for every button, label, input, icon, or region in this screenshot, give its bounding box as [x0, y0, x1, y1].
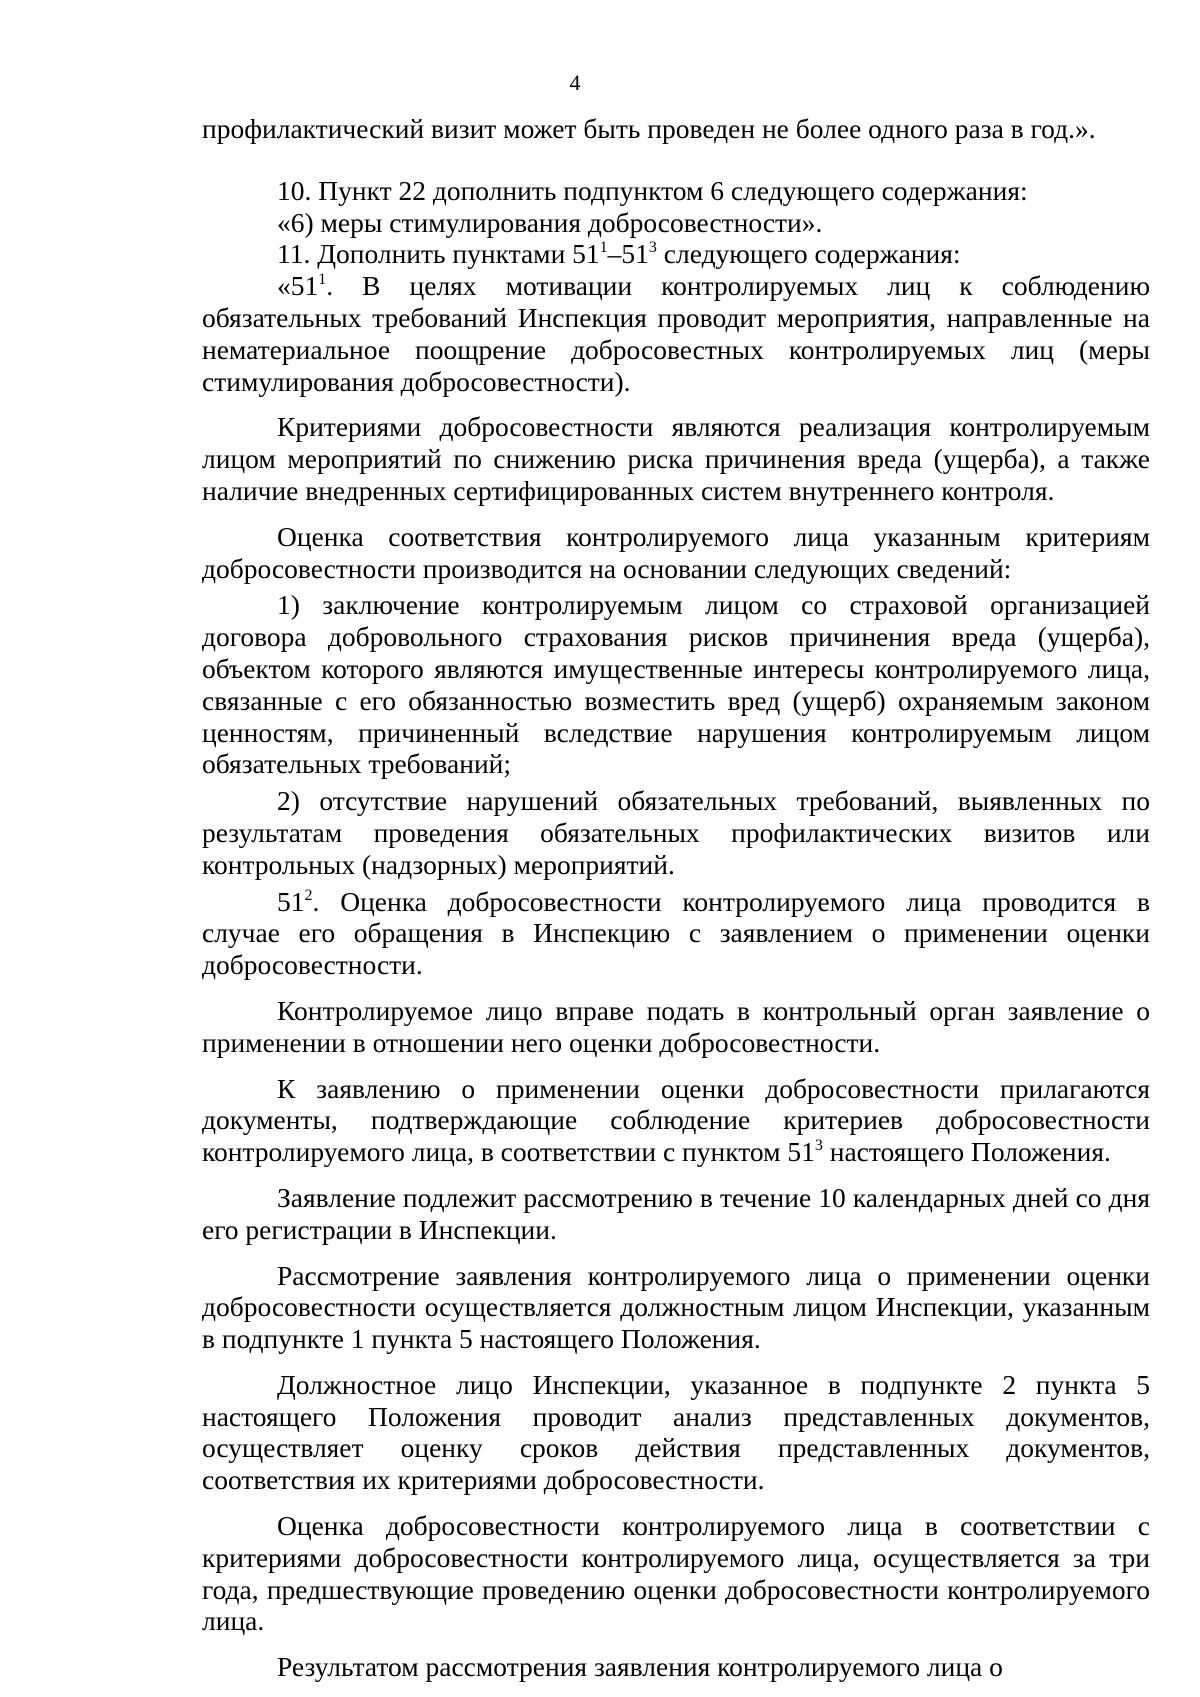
list-item-2: 2) отсутствие нарушений обязательных требований, выявленных по результатам проведения обязательных профилактических визитов или контрольных (надзорных) мероприятий.: [202, 785, 1150, 880]
item-10-paragraph: 10. Пункт 22 дополнить подпунктом 6 следующего содержания:: [277, 174, 1028, 206]
item-11-paragraph: 11. Дополнить пунктами $51^1-51^3$ следующего содержания:: [277, 238, 961, 270]
result-paragraph: Результатом рассмотрения заявления контролируемого лица о: [277, 1651, 1003, 1683]
period-paragraph: Оценка добросовестности контролируемого лица в соответствии с критериями добросовестности контролируемого лица, осуществляется за три года, предшествующие проведению оценки добросовестности контролируемого лица.: [202, 1510, 1150, 1637]
official-paragraph: Должностное лицо Инспекции, указанное в подпункте 2 пункта 5 настоящего Положения проводит анализ представленных документов, осуществляет оценку сроков действия представленных документов, соответствия их критериями добросовестности.: [202, 1368, 1150, 1496]
right-to-apply-paragraph: Контролируемое лицо вправе подать в контрольный орган заявление о применении в отношении него оценки добросовестности.: [202, 994, 1150, 1058]
assessment-paragraph: Оценка соответствия контролируемого лица указанным критериям добросовестности производится на основании следующих сведений:: [202, 520, 1150, 584]
review-paragraph: Рассмотрение заявления контролируемого лица о применении оценки добросовестности осуществляется должностным лицом Инспекции, указанным в подпункте 1 пункта 5 настоящего Положения.: [202, 1259, 1150, 1355]
term-paragraph: Заявление подлежит рассмотрению в течение 10 календарных дней со дня его регистрации в Инспекции.: [202, 1181, 1150, 1245]
criteria-paragraph: Критериями добросовестности являются реализация контролируемым лицом мероприятий по снижению риска причинения вреда (ущерба), а также наличие внедренных сертифицированных систем внутреннего контроля.: [202, 411, 1150, 506]
item-51-2-paragraph: $51^2$. Оценка добросовестности контролируемого лица проводится в случае его обращения в Инспекцию с заявлением о применении оценки добросовестности.: [202, 885, 1150, 981]
list-item-1: 1) заключение контролируемым лицом со страховой организацией договора добровольного страхования рисков причинения вреда (ущерба), объектом которого являются имущественные интересы контролируемого лица, связанные с его обязанностью возместить вред (ущерб) охраняемым законом ценностям, причиненный вследствие нарушения контролируемым лицом обязательных требований;: [202, 589, 1150, 780]
document-body: [202, 113, 1150, 1683]
item-10-quote: «6) меры стимулирования добросовестности».: [277, 206, 823, 238]
intro-paragraph: профилактический визит может быть проведен не более одного раза в год.».: [202, 113, 1096, 144]
item-51-1-paragraph: «$51^1$. В целях мотивации контролируемых лиц к соблюдению обязательных требований Инспекция проводит мероприятия, направленные на нематериальное поощрение добросовестных контролируемых лиц (меры стимулирования добросовестности).: [202, 270, 1150, 397]
documents-paragraph: К заявлению о применении оценки добросовестности прилагаются документы, подтверждающие соблюдение критериев добросовестности контролируемого лица, в соответствии с пунктом $51^3$ настоящего Положения.: [202, 1072, 1150, 1168]
page-number: 4: [569, 70, 581, 95]
